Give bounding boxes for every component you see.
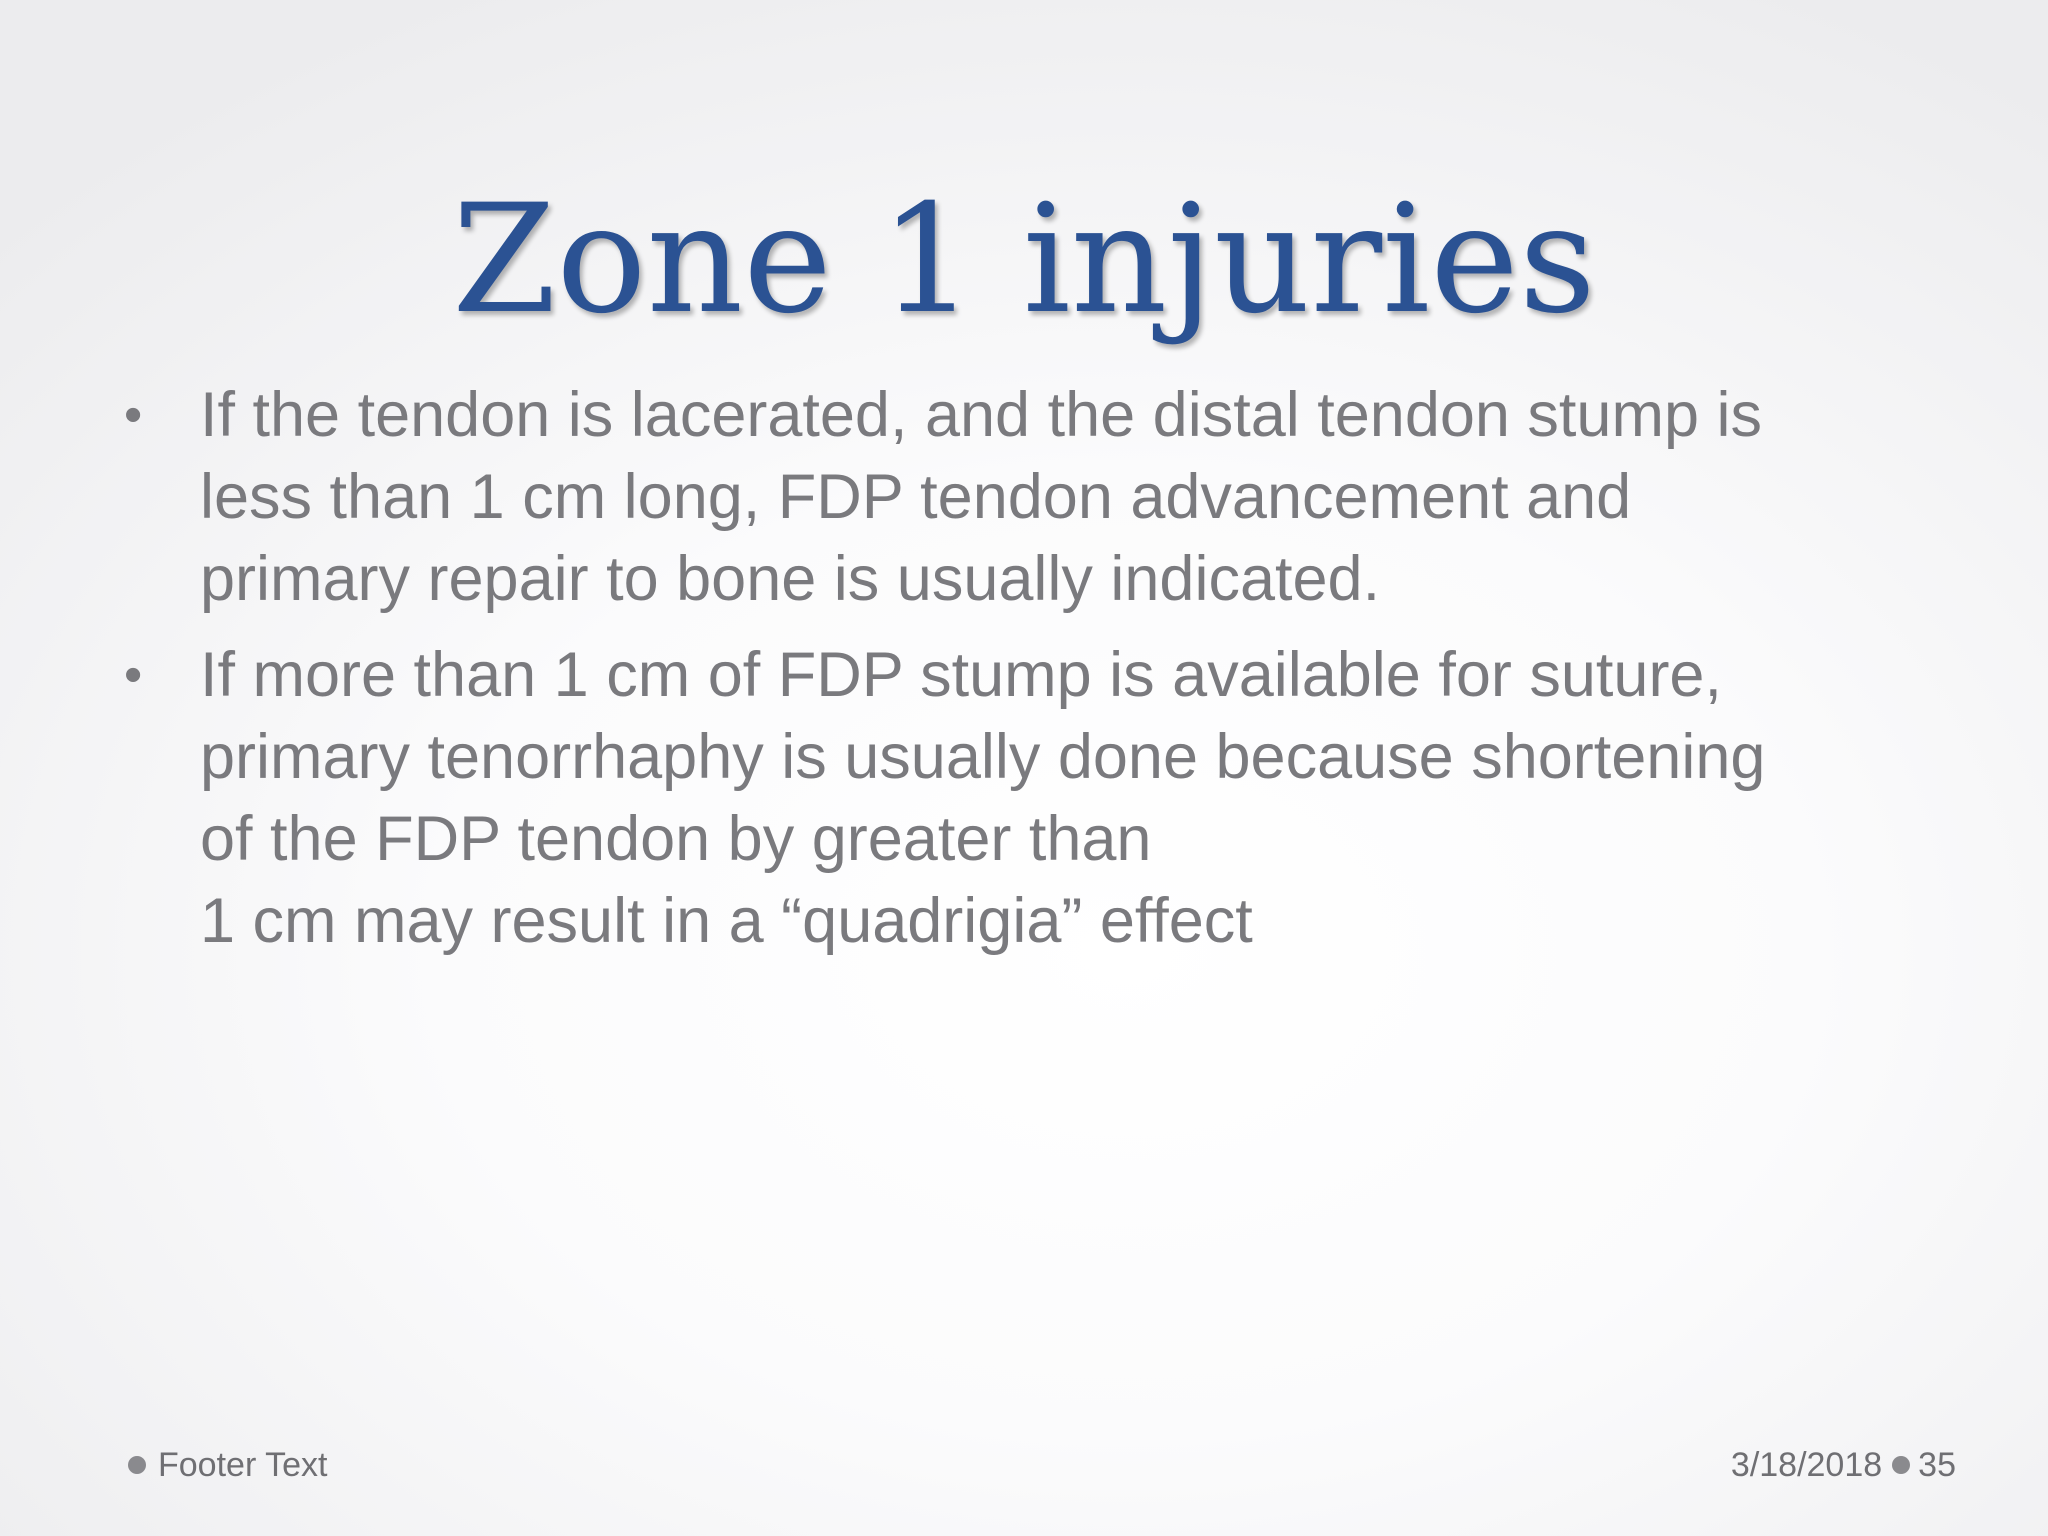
bullet-text-1: If the tendon is lacerated, and the distal tendon stump is less than 1 cm long, FDP tendon advancement and primary repair to bone is usually indicated. [200,380,1762,614]
bullet-icon: • [124,646,143,704]
footer-left [128,1445,327,1485]
bullet-item-1 [118,374,1978,620]
slide-number: 35 [1918,1446,1956,1484]
bullet-item-2 [118,634,1978,962]
footer-date: 3/18/2018 [1730,1446,1883,1484]
bullet-text-2: If more than 1 cm of FDP stump is available for suture, primary tenorrhaphy is usually done because shortening of the FDP tendon by greater than 1 cm may result in a “quadrigia” effect [200,640,1766,956]
slide-title: Zone 1 injuries [452,173,1596,347]
bullet-icon: • [124,386,143,444]
footer-right [1731,1445,1956,1485]
footer-text: Footer Text [158,1446,328,1484]
footer-dot-icon [128,1456,146,1474]
footer-separator-dot-icon [1892,1456,1910,1474]
bullet-list [118,374,1978,976]
